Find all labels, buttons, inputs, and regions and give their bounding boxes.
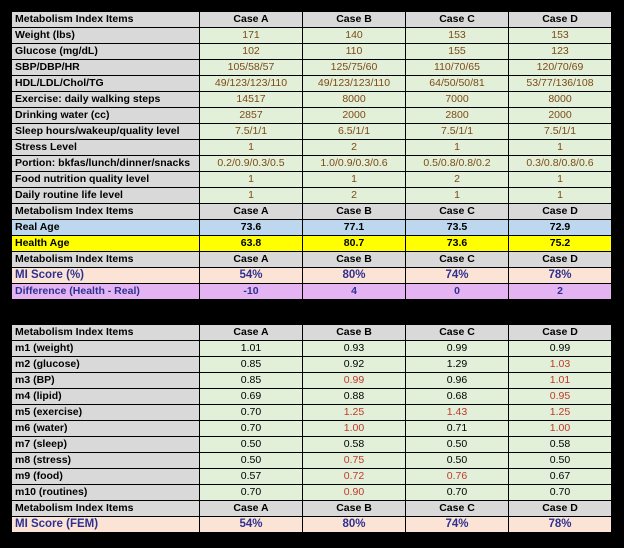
cell-case-a: 63.8 (200, 236, 303, 252)
cell-case-b: Case B (303, 325, 406, 341)
cell-case-d: 1 (509, 188, 612, 204)
row-label: m8 (stress) (12, 453, 200, 469)
cell-case-b: Case B (303, 12, 406, 28)
cell-case-d: 0.67 (509, 469, 612, 485)
row-label: Health Age (12, 236, 200, 252)
row-m1-weight (12, 341, 612, 357)
row-label: Drinking water (cc) (12, 108, 200, 124)
row-label: Daily routine life level (12, 188, 200, 204)
cell-case-c: Case C (406, 204, 509, 220)
row-label: MI Score (FEM) (12, 517, 200, 533)
cell-case-b: 140 (303, 28, 406, 44)
cell-case-d: 72.9 (509, 220, 612, 236)
cell-case-c: 0.70 (406, 485, 509, 501)
row-label: Stress Level (12, 140, 200, 156)
cell-case-d: 0.95 (509, 389, 612, 405)
header-row (12, 325, 612, 341)
row-label: MI Score (%) (12, 268, 200, 284)
cell-case-d: 8000 (509, 92, 612, 108)
row-label: Sleep hours/wakeup/quality level (12, 124, 200, 140)
cell-case-a: 0.2/0.9/0.3/0.5 (200, 156, 303, 172)
cell-case-d: 78% (509, 268, 612, 284)
cell-case-a: 54% (200, 517, 303, 533)
cell-case-c: 153 (406, 28, 509, 44)
cell-case-b: 80% (303, 517, 406, 533)
mi-score-fem-row (12, 517, 612, 533)
cell-case-b: 80% (303, 268, 406, 284)
row-label: Metabolism Index Items (12, 12, 200, 28)
row-sbp-dbp-hr (12, 60, 612, 76)
row-glucose-mg-dl (12, 44, 612, 60)
cell-case-c: 0.96 (406, 373, 509, 389)
cell-case-d: 75.2 (509, 236, 612, 252)
cell-case-a: Case A (200, 204, 303, 220)
cell-case-b: 80.7 (303, 236, 406, 252)
row-food-nutrition-quality-level (12, 172, 612, 188)
row-weight-lbs (12, 28, 612, 44)
cell-case-c: Case C (406, 12, 509, 28)
cell-case-b: 110 (303, 44, 406, 60)
row-label: SBP/DBP/HR (12, 60, 200, 76)
cell-case-c: Case C (406, 252, 509, 268)
cell-case-a: Case A (200, 501, 303, 517)
cell-case-b: 77.1 (303, 220, 406, 236)
cell-case-b: 1.25 (303, 405, 406, 421)
mi-score-row (12, 268, 612, 284)
cell-case-d: 1.00 (509, 421, 612, 437)
cell-case-c: 73.5 (406, 220, 509, 236)
cell-case-c: Case C (406, 501, 509, 517)
row-label: Metabolism Index Items (12, 325, 200, 341)
cell-case-b: 0.90 (303, 485, 406, 501)
cell-case-b: 0.72 (303, 469, 406, 485)
cell-case-c: 0.50 (406, 453, 509, 469)
row-label: Food nutrition quality level (12, 172, 200, 188)
row-daily-routine-life-level (12, 188, 612, 204)
real-age-row (12, 220, 612, 236)
cell-case-a: 0.57 (200, 469, 303, 485)
cell-case-a: 0.85 (200, 373, 303, 389)
cell-case-a: 1 (200, 172, 303, 188)
cell-case-b: Case B (303, 501, 406, 517)
cell-case-a: Case A (200, 252, 303, 268)
row-label: Metabolism Index Items (12, 204, 200, 220)
cell-case-a: -10 (200, 284, 303, 300)
cell-case-b: 125/75/60 (303, 60, 406, 76)
row-exercise-daily-walking-steps (12, 92, 612, 108)
row-drinking-water-cc (12, 108, 612, 124)
cell-case-b: 4 (303, 284, 406, 300)
row-label: m3 (BP) (12, 373, 200, 389)
cell-case-c: 1 (406, 188, 509, 204)
cell-case-d: 1.01 (509, 373, 612, 389)
cell-case-d: Case D (509, 501, 612, 517)
row-label: Difference (Health - Real) (12, 284, 200, 300)
cell-case-c: 74% (406, 268, 509, 284)
cell-case-d: 2 (509, 284, 612, 300)
row-label: Portion: bkfas/lunch/dinner/snacks (12, 156, 200, 172)
health-age-row (12, 236, 612, 252)
cell-case-a: 73.6 (200, 220, 303, 236)
cell-case-c: 0 (406, 284, 509, 300)
row-m4-lipid (12, 389, 612, 405)
row-portion-bkfas-lunch-dinner-snacks (12, 156, 612, 172)
metabolism-input-table (11, 11, 612, 300)
row-label: Glucose (mg/dL) (12, 44, 200, 60)
row-m10-routines (12, 485, 612, 501)
row-label: Metabolism Index Items (12, 252, 200, 268)
cell-case-c: 73.6 (406, 236, 509, 252)
cell-case-c: 0.5/0.8/0.8/0.2 (406, 156, 509, 172)
cell-case-c: 0.76 (406, 469, 509, 485)
cell-case-c: 2 (406, 172, 509, 188)
cell-case-a: 14517 (200, 92, 303, 108)
cell-case-c: 1.43 (406, 405, 509, 421)
difference-row (12, 284, 612, 300)
cell-case-c: 7.5/1/1 (406, 124, 509, 140)
row-label: Real Age (12, 220, 200, 236)
cell-case-a: 1 (200, 188, 303, 204)
row-m9-food (12, 469, 612, 485)
row-label: Weight (lbs) (12, 28, 200, 44)
row-m2-glucose (12, 357, 612, 373)
header-row (12, 501, 612, 517)
cell-case-c: 0.99 (406, 341, 509, 357)
cell-case-b: 49/123/123/110 (303, 76, 406, 92)
cell-case-a: 7.5/1/1 (200, 124, 303, 140)
cell-case-d: Case D (509, 252, 612, 268)
row-label: m6 (water) (12, 421, 200, 437)
cell-case-a: 1 (200, 140, 303, 156)
cell-case-b: 2 (303, 140, 406, 156)
cell-case-b: 0.58 (303, 437, 406, 453)
cell-case-c: 7000 (406, 92, 509, 108)
cell-case-a: 49/123/123/110 (200, 76, 303, 92)
cell-case-c: 2800 (406, 108, 509, 124)
cell-case-a: 0.50 (200, 437, 303, 453)
cell-case-b: Case B (303, 252, 406, 268)
cell-case-d: Case D (509, 204, 612, 220)
cell-case-b: 1.0/0.9/0.3/0.6 (303, 156, 406, 172)
row-label: m2 (glucose) (12, 357, 200, 373)
cell-case-b: 0.93 (303, 341, 406, 357)
row-m8-stress (12, 453, 612, 469)
cell-case-d: 7.5/1/1 (509, 124, 612, 140)
cell-case-b: 1.00 (303, 421, 406, 437)
metabolism-factor-table (11, 324, 612, 533)
row-label: m7 (sleep) (12, 437, 200, 453)
row-label: m9 (food) (12, 469, 200, 485)
cell-case-a: 0.85 (200, 357, 303, 373)
cell-case-b: 0.75 (303, 453, 406, 469)
cell-case-a: 0.70 (200, 421, 303, 437)
cell-case-d: 0.99 (509, 341, 612, 357)
row-stress-level (12, 140, 612, 156)
cell-case-a: 0.50 (200, 453, 303, 469)
cell-case-d: 78% (509, 517, 612, 533)
cell-case-c: 64/50/50/81 (406, 76, 509, 92)
cell-case-b: 0.92 (303, 357, 406, 373)
cell-case-c: 1 (406, 140, 509, 156)
cell-case-b: 1 (303, 172, 406, 188)
cell-case-b: 8000 (303, 92, 406, 108)
cell-case-d: 2000 (509, 108, 612, 124)
cell-case-b: Case B (303, 204, 406, 220)
cell-case-b: 2 (303, 188, 406, 204)
row-label: m10 (routines) (12, 485, 200, 501)
row-label: m1 (weight) (12, 341, 200, 357)
cell-case-a: 1.01 (200, 341, 303, 357)
row-label: Exercise: daily walking steps (12, 92, 200, 108)
cell-case-d: 1 (509, 140, 612, 156)
cell-case-a: 105/58/57 (200, 60, 303, 76)
cell-case-b: 0.99 (303, 373, 406, 389)
cell-case-b: 0.88 (303, 389, 406, 405)
cell-case-d: 0.3/0.8/0.8/0.6 (509, 156, 612, 172)
cell-case-a: 0.69 (200, 389, 303, 405)
cell-case-d: 120/70/69 (509, 60, 612, 76)
cell-case-d: 1.25 (509, 405, 612, 421)
header-row (12, 204, 612, 220)
cell-case-d: 1.03 (509, 357, 612, 373)
row-m7-sleep (12, 437, 612, 453)
cell-case-a: 54% (200, 268, 303, 284)
row-sleep-hours-wakeup-quality-level (12, 124, 612, 140)
cell-case-a: 2857 (200, 108, 303, 124)
cell-case-d: Case D (509, 325, 612, 341)
header-row (12, 12, 612, 28)
cell-case-c: 0.50 (406, 437, 509, 453)
cell-case-a: Case A (200, 12, 303, 28)
cell-case-d: 123 (509, 44, 612, 60)
cell-case-c: Case C (406, 325, 509, 341)
header-row (12, 252, 612, 268)
row-label: m5 (exercise) (12, 405, 200, 421)
cell-case-d: 1 (509, 172, 612, 188)
cell-case-c: 74% (406, 517, 509, 533)
cell-case-c: 155 (406, 44, 509, 60)
cell-case-a: Case A (200, 325, 303, 341)
row-m3-bp (12, 373, 612, 389)
cell-case-a: 0.70 (200, 405, 303, 421)
row-hdl-ldl-chol-tg (12, 76, 612, 92)
row-m5-exercise (12, 405, 612, 421)
cell-case-c: 0.71 (406, 421, 509, 437)
row-m6-water (12, 421, 612, 437)
row-label: m4 (lipid) (12, 389, 200, 405)
cell-case-b: 6.5/1/1 (303, 124, 406, 140)
cell-case-c: 1.29 (406, 357, 509, 373)
row-label: Metabolism Index Items (12, 501, 200, 517)
cell-case-a: 0.70 (200, 485, 303, 501)
cell-case-d: 0.70 (509, 485, 612, 501)
cell-case-d: 0.58 (509, 437, 612, 453)
cell-case-d: Case D (509, 12, 612, 28)
cell-case-a: 171 (200, 28, 303, 44)
cell-case-b: 2000 (303, 108, 406, 124)
cell-case-c: 0.68 (406, 389, 509, 405)
cell-case-c: 110/70/65 (406, 60, 509, 76)
cell-case-d: 0.50 (509, 453, 612, 469)
cell-case-d: 153 (509, 28, 612, 44)
cell-case-a: 102 (200, 44, 303, 60)
cell-case-d: 53/77/136/108 (509, 76, 612, 92)
row-label: HDL/LDL/Chol/TG (12, 76, 200, 92)
